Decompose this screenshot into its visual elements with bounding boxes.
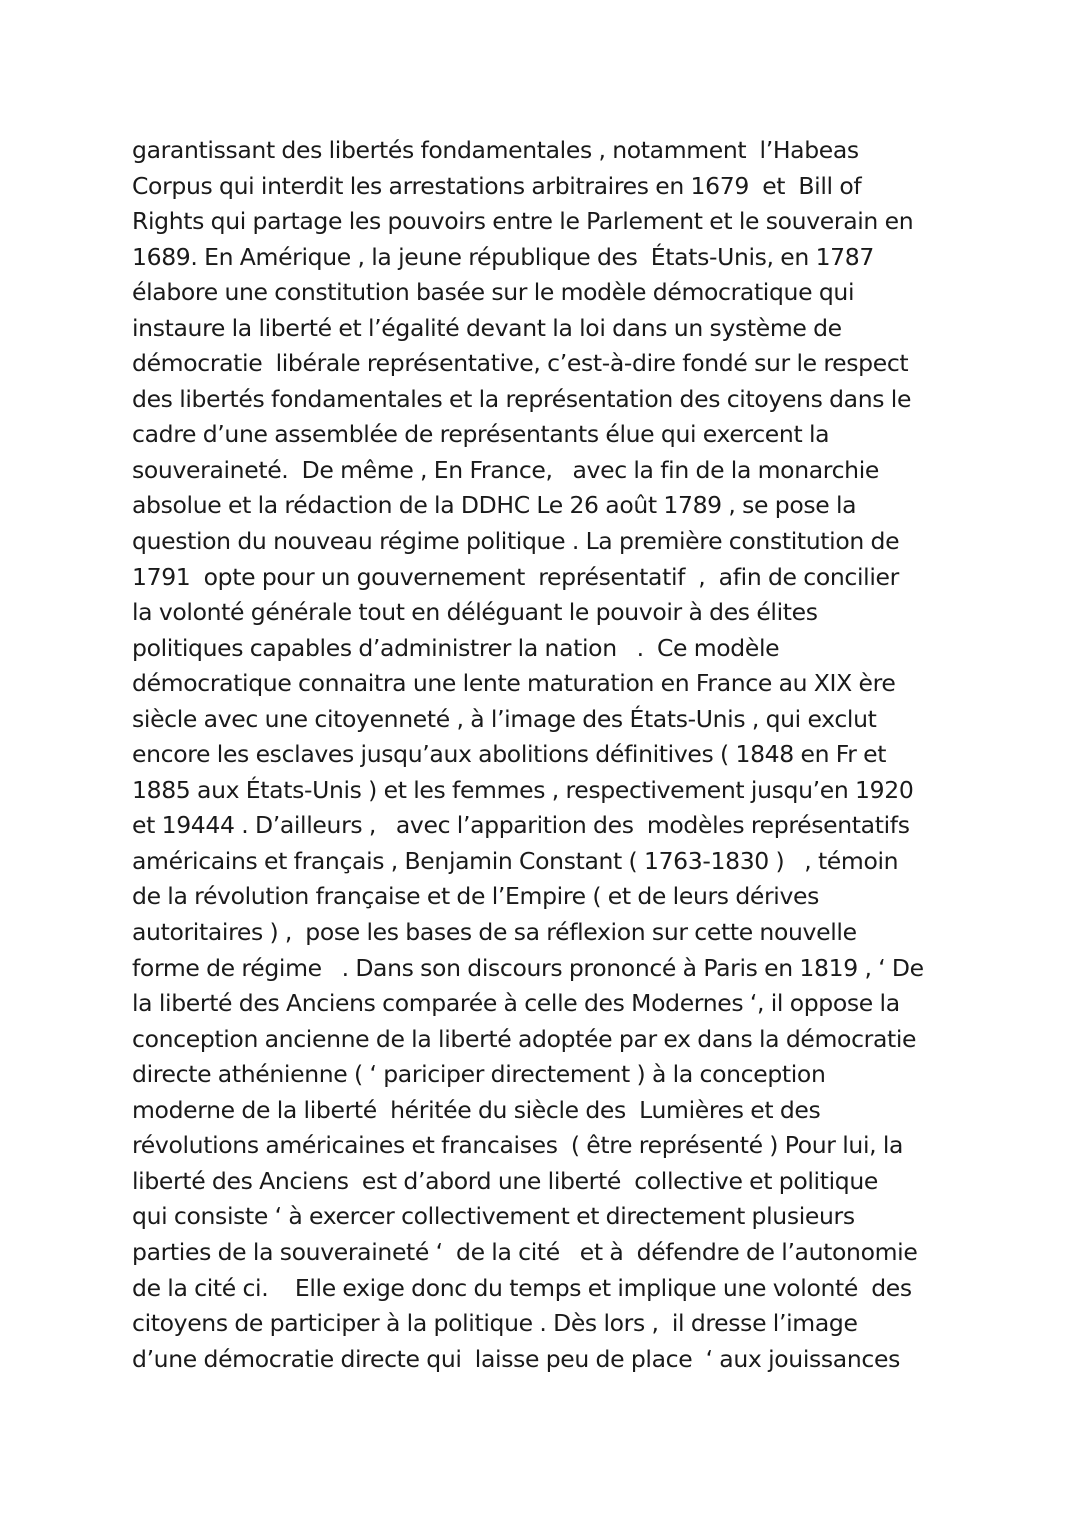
text-line: citoyens de participer à la politique . Dès lors , il dresse l’image	[132, 1309, 858, 1338]
text-line: instaure la liberté et l’égalité devant la loi dans un système de	[132, 313, 842, 342]
text-line: autoritaires ) , pose les bases de sa réflexion sur cette nouvelle	[132, 918, 857, 947]
text-line: directe athénienne ( ‘ pariciper directement ) à la conception	[132, 1060, 826, 1089]
text-line: Corpus qui interdit les arrestations arbitraires en 1679 et Bill of	[132, 171, 862, 200]
text-line: question du nouveau régime politique . La première constitution de	[132, 527, 900, 556]
text-line: liberté des Anciens est d’abord une liberté collective et politique	[132, 1166, 878, 1195]
text-line: de la cité ci. Elle exige donc du temps et implique une volonté des	[132, 1273, 912, 1302]
text-line: révolutions américaines et francaises ( être représenté ) Pour lui, la	[132, 1131, 904, 1160]
text-line: garantissant des libertés fondamentales , notamment l’Habeas	[132, 136, 859, 164]
text-line: démocratie libérale représentative, c’est-à-dire fondé sur le respect	[132, 349, 909, 378]
text-line: politiques capables d’administrer la nation . Ce modèle	[132, 633, 780, 662]
text-line: parties de la souveraineté ‘ de la cité et à défendre de l’autonomie	[132, 1237, 918, 1266]
text-line: 1689. En Amérique , la jeune république des États-Unis, en 1787	[132, 242, 874, 271]
text-line: des libertés fondamentales et la représentation des citoyens dans le	[132, 384, 912, 413]
text-line: d’une démocratie directe qui laisse peu de place ‘ aux jouissances	[132, 1344, 900, 1373]
body-text	[132, 133, 962, 1377]
text-line: forme de régime . Dans son discours prononcé à Paris en 1819 , ‘ De	[132, 953, 924, 982]
text-line: 1791 opte pour un gouvernement représentatif , afin de concilier	[132, 562, 899, 591]
text-line: Rights qui partage les pouvoirs entre le Parlement et le souverain en	[132, 207, 914, 236]
text-line: la volonté générale tout en déléguant le pouvoir à des élites	[132, 598, 818, 627]
text-line: de la révolution française et de l’Empire ( et de leurs dérives	[132, 882, 820, 911]
text-line: souveraineté. De même , En France, avec la fin de la monarchie	[132, 455, 880, 484]
text-line: 1885 aux États-Unis ) et les femmes , respectivement jusqu’en 1920	[132, 775, 914, 804]
text-line: qui consiste ‘ à exercer collectivement et directement plusieurs	[132, 1202, 855, 1231]
text-line: la liberté des Anciens comparée à celle des Modernes ‘, il oppose la	[132, 989, 900, 1018]
text-line: absolue et la rédaction de la DDHC Le 26 août 1789 , se pose la	[132, 491, 857, 520]
text-line: démocratique connaitra une lente maturation en France au XIX ère	[132, 669, 896, 698]
text-line: américains et français , Benjamin Constant ( 1763-1830 ) , témoin	[132, 846, 899, 875]
text-line: encore les esclaves jusqu’aux abolitions définitives ( 1848 en Fr et	[132, 740, 887, 769]
text-line: et 19444 . D’ailleurs , avec l’apparition des modèles représentatifs	[132, 811, 910, 840]
text-line: conception ancienne de la liberté adoptée par ex dans la démocratie	[132, 1024, 917, 1053]
text-line: élabore une constitution basée sur le modèle démocratique qui	[132, 278, 855, 307]
text-line: cadre d’une assemblée de représentants élue qui exercent la	[132, 420, 830, 449]
text-line: siècle avec une citoyenneté , à l’image des États-Unis , qui exclut	[132, 704, 877, 733]
text-line: moderne de la liberté héritée du siècle des Lumières et des	[132, 1095, 821, 1124]
